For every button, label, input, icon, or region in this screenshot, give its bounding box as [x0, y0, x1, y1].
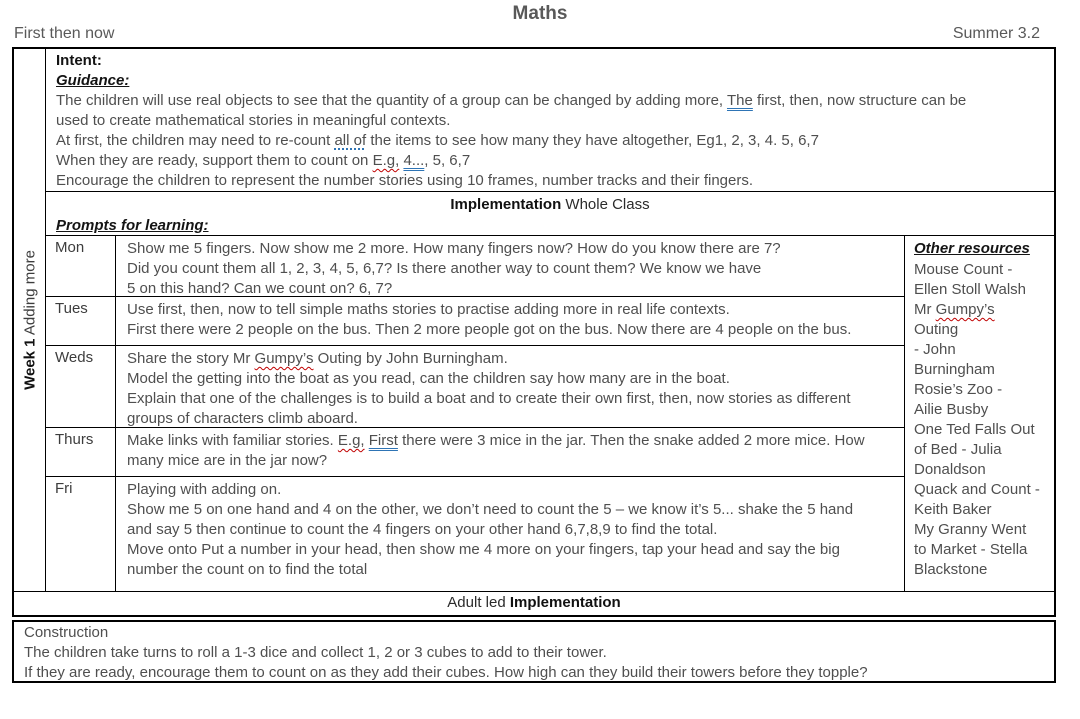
text-line: used to create mathematical stories in meaningful contexts.: [56, 112, 451, 129]
text-line: At first, the children may need to re-count all of the items to see how many they have altogether, Eg1, 2, 3, 4. 5, 6,7: [56, 132, 819, 149]
text-line: Blackstone: [914, 561, 988, 578]
text-line: Share the story Mr Gumpy’s Outing by John Burningham.: [127, 350, 508, 368]
text-line: Donaldson: [914, 461, 986, 478]
text-line: The children will use real objects to see that the quantity of a group can be changed by adding more, The first, then, now structure can be: [56, 92, 967, 109]
day-label-thurs: Thurs: [46, 428, 116, 476]
text-line: Outing: [914, 321, 959, 338]
spellcheck-marked-text: E.g,: [337, 432, 365, 450]
table-row-weds: [46, 346, 904, 428]
text-line: Mr Gumpy’s: [914, 301, 995, 318]
page-title: Maths: [512, 3, 568, 24]
table-row-fri: [46, 477, 904, 591]
text-line: number the count on to find the total: [127, 561, 368, 579]
text-line: My Granny Went: [914, 521, 1027, 538]
text-line: Rosie’s Zoo -: [914, 381, 1003, 398]
table-row-mon: [46, 236, 904, 297]
week-column: [14, 49, 46, 591]
week-number: Week 1: [21, 338, 38, 390]
text-line: of Bed - Julia: [914, 441, 1002, 458]
day-content-tues: [116, 297, 904, 345]
text-line: groups of characters climb aboard.: [127, 410, 358, 428]
table-top-area: [14, 49, 1054, 591]
text-line: Keith Baker: [914, 501, 992, 518]
spellcheck-marked-text: First: [368, 432, 398, 450]
text-line: and say 5 then continue to count the 4 fingers on your other hand 6,7,8,9 to find the total.: [127, 521, 718, 539]
implementation-heading: [56, 194, 1044, 215]
text-line: The children take turns to roll a 1-3 dice and collect 1, 2 or 3 cubes to add to their tower.: [24, 644, 607, 661]
text-line: Quack and Count -: [914, 481, 1040, 498]
adult-led-bold: Implementation: [509, 594, 621, 611]
guidance-heading: Guidance:: [56, 72, 130, 89]
topic-label: First then now: [14, 25, 115, 42]
adult-led-header-row: [14, 591, 1054, 615]
guidance-text: [56, 91, 1044, 191]
day-content-thurs: [116, 428, 904, 476]
text-line: 5 on this hand? Can we count on? 6, 7?: [127, 280, 393, 297]
text-line: Make links with familiar stories. E.g, First there were 3 mice in the jar. Then the snake added 2 more mice. How: [127, 432, 865, 450]
text-line: Construction: [24, 624, 109, 641]
text-line: to Market - Stella: [914, 541, 1028, 558]
implementation-heading-bold: Implementation: [450, 196, 562, 213]
day-label-fri: Fri: [46, 477, 116, 591]
week-theme: Adding more: [21, 250, 38, 339]
text-line: Model the getting into the boat as you read, can the children say how many are in the boat.: [127, 370, 730, 388]
table-row-tues: [46, 297, 904, 346]
table-content-column: [46, 49, 1054, 591]
day-content-mon: [116, 236, 904, 296]
spellcheck-marked-text: Gumpy’s: [254, 350, 314, 368]
spellcheck-marked-text: Gumpy’s: [935, 301, 995, 318]
spellcheck-marked-text: The: [726, 92, 753, 109]
intent-heading: Intent:: [56, 52, 102, 69]
day-label-weds: Weds: [46, 346, 116, 427]
text-line: Use first, then, now to tell simple maths stories to practise adding more in real life contexts.: [127, 301, 730, 318]
other-resources-heading: Other resources: [914, 240, 1030, 257]
text-line: First there were 2 people on the bus. Then 2 more people got on the bus. Now there are 4 people on the bus.: [127, 321, 852, 338]
text-line: Ellen Stoll Walsh: [914, 281, 1026, 298]
planning-table: [12, 47, 1056, 617]
other-resources-cell: [904, 236, 1054, 591]
spellcheck-marked-text: E.g,: [372, 152, 400, 169]
text-line: When they are ready, support them to count on E.g, 4..., 5, 6,7: [56, 152, 471, 169]
implementation-header-cell: [46, 192, 1054, 236]
text-line: Ailie Busby: [914, 401, 989, 418]
text-line: If they are ready, encourage them to count on as they add their cubes. How high can they build their towers before they topple?: [24, 664, 868, 681]
week-label: [21, 250, 38, 390]
text-line: Encourage the children to represent the number stories using 10 frames, number tracks and their fingers.: [56, 172, 754, 189]
day-content-weds: [116, 346, 904, 427]
spellcheck-marked-text: all of: [334, 132, 367, 149]
day-label-tues: Tues: [46, 297, 116, 345]
adult-led-activity-box: [12, 620, 1056, 683]
text-line: many mice are in the jar now?: [127, 452, 328, 470]
day-label-mon: Mon: [46, 236, 116, 296]
text-line: Show me 5 fingers. Now show me 2 more. How many fingers now? How do you know there are 7?: [127, 240, 781, 257]
text-line: One Ted Falls Out: [914, 421, 1035, 438]
text-line: - John: [914, 341, 956, 358]
day-content-fri: [116, 477, 904, 591]
text-line: Mouse Count -: [914, 261, 1013, 278]
table-row-thurs: [46, 428, 904, 477]
text-line: Burningham: [914, 361, 995, 378]
implementation-heading-rest: Whole Class: [561, 196, 650, 213]
term-label: Summer 3.2: [952, 25, 1040, 42]
day-rows: [46, 236, 904, 591]
text-line: Did you count them all 1, 2, 3, 4, 5, 6,7? Is there another way to count them? We know we have: [127, 260, 762, 277]
text-line: Explain that one of the challenges is to build a boat and to create their own first, then, now stories as different: [127, 390, 851, 408]
days-area: [46, 236, 1054, 591]
other-resources-list: [914, 260, 1048, 580]
intent-cell: [46, 49, 1054, 192]
text-line: Show me 5 on one hand and 4 on the other, we don’t need to count the 5 – we know it’s 5... shake the 5 hand: [127, 501, 854, 519]
spellcheck-marked-text: 4...: [403, 152, 425, 169]
text-line: Playing with adding on.: [127, 481, 282, 499]
prompts-heading: Prompts for learning:: [56, 217, 209, 234]
adult-led-prefix: Adult led: [447, 594, 510, 611]
text-line: Move onto Put a number in your head, then show me 4 more on your fingers, tap your head and say the big: [127, 541, 840, 559]
